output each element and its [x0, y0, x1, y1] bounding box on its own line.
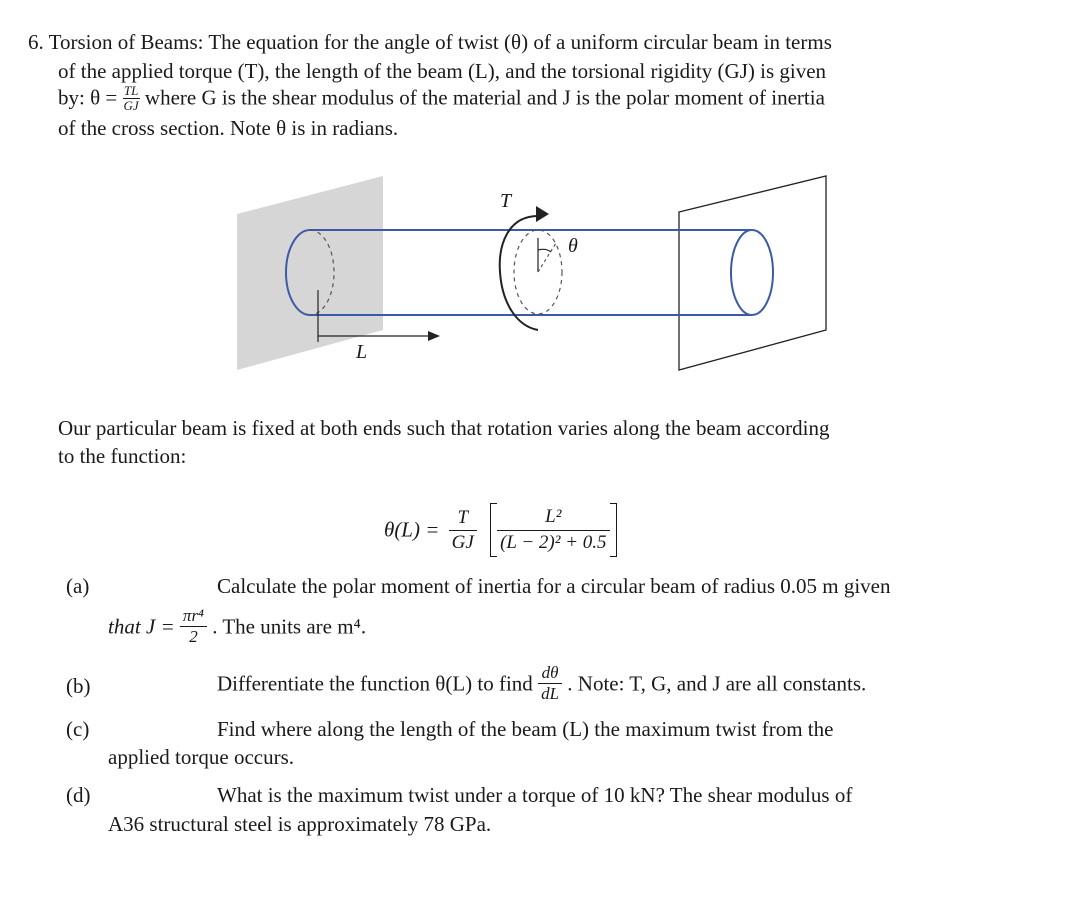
part-c-text-2: applied torque occurs. [108, 745, 295, 769]
part-a-text-2-suffix: . The units are m⁴. [212, 614, 367, 639]
part-a-line-2 [108, 606, 366, 648]
bracket-bottom-left [491, 556, 497, 557]
intro-text-4: of the cross section. Note θ is in radians. [58, 116, 399, 140]
part-a-fraction-numerator: πr⁴ [180, 606, 207, 627]
torque-arrowhead [536, 206, 549, 222]
equation-fraction-2-numerator: L² [497, 505, 609, 531]
bracket-top-right [610, 503, 616, 504]
part-d-label: (d) [66, 783, 91, 807]
body-text-1: Our particular beam is fixed at both ends such that rotation varies along the beam according [58, 416, 830, 440]
body-text-2: to the function: [58, 444, 187, 468]
beam-torsion-figure [0, 0, 1073, 420]
part-c-text-1: Find where along the length of the beam (L) the maximum twist from the [217, 717, 834, 741]
bracket-bottom-right [610, 556, 616, 557]
intro-text-3-suffix: where G is the shear modulus of the material and J is the polar moment of inertia [144, 85, 825, 110]
intro-fraction-denominator: GJ [123, 97, 139, 113]
intro-text-1: The equation for the angle of twist (θ) of a uniform circular beam in terms [208, 30, 832, 54]
equation-fraction-2-denominator: (L − 2)² + 0.5 [500, 531, 607, 553]
length-label: L [356, 341, 368, 363]
torque-label: T [500, 190, 512, 212]
part-a-text-2-prefix: that J = [108, 614, 175, 639]
beam-right-end [731, 230, 773, 315]
intro-text-2: of the applied torque (T), the length of the beam (L), and the torsional rigidity (GJ) is given [58, 59, 827, 83]
problem-number: 6. [28, 30, 44, 54]
part-a-fraction [180, 606, 207, 648]
equation-fraction-1-denominator: GJ [451, 531, 474, 553]
part-b-label: (b) [66, 674, 91, 698]
equation-fraction-1 [449, 506, 477, 555]
intro-text-3-prefix: by: θ = [58, 85, 118, 110]
equation-fraction-2 [497, 505, 609, 555]
bracket-top-left [491, 503, 497, 504]
part-c-label: (c) [66, 717, 90, 741]
equation-lhs: θ(L) = [384, 517, 440, 542]
part-b-fraction-numerator: dθ [538, 663, 562, 684]
part-d-text-2: A36 structural steel is approximately 78 GPa. [108, 812, 492, 836]
part-d-text-1: What is the maximum twist under a torque of 10 kN? The shear modulus of [217, 783, 853, 807]
part-a-fraction-denominator: 2 [189, 627, 198, 647]
twist-angle-arc [538, 249, 551, 252]
part-b-suffix: . Note: T, G, and J are all constants. [567, 671, 867, 696]
problem-title: Torsion of Beams: [48, 30, 204, 54]
right-fixed-wall [679, 176, 826, 370]
main-equation [384, 503, 617, 557]
part-a-text-1: Calculate the polar moment of inertia for a circular beam of radius 0.05 m given [217, 574, 891, 598]
part-b-fraction [538, 663, 562, 705]
part-b-line [217, 663, 866, 705]
equation-bracket [490, 503, 616, 557]
intro-fraction-numerator: TL [123, 83, 139, 98]
part-b-fraction-denominator: dL [541, 684, 560, 704]
part-b-text: Differentiate the function θ(L) to find [217, 671, 533, 696]
twist-rotated-line [538, 243, 556, 272]
part-a-label: (a) [66, 574, 90, 598]
length-arrowhead [428, 331, 440, 341]
equation-fraction-1-numerator: T [449, 506, 477, 531]
theta-label: θ [568, 235, 578, 257]
